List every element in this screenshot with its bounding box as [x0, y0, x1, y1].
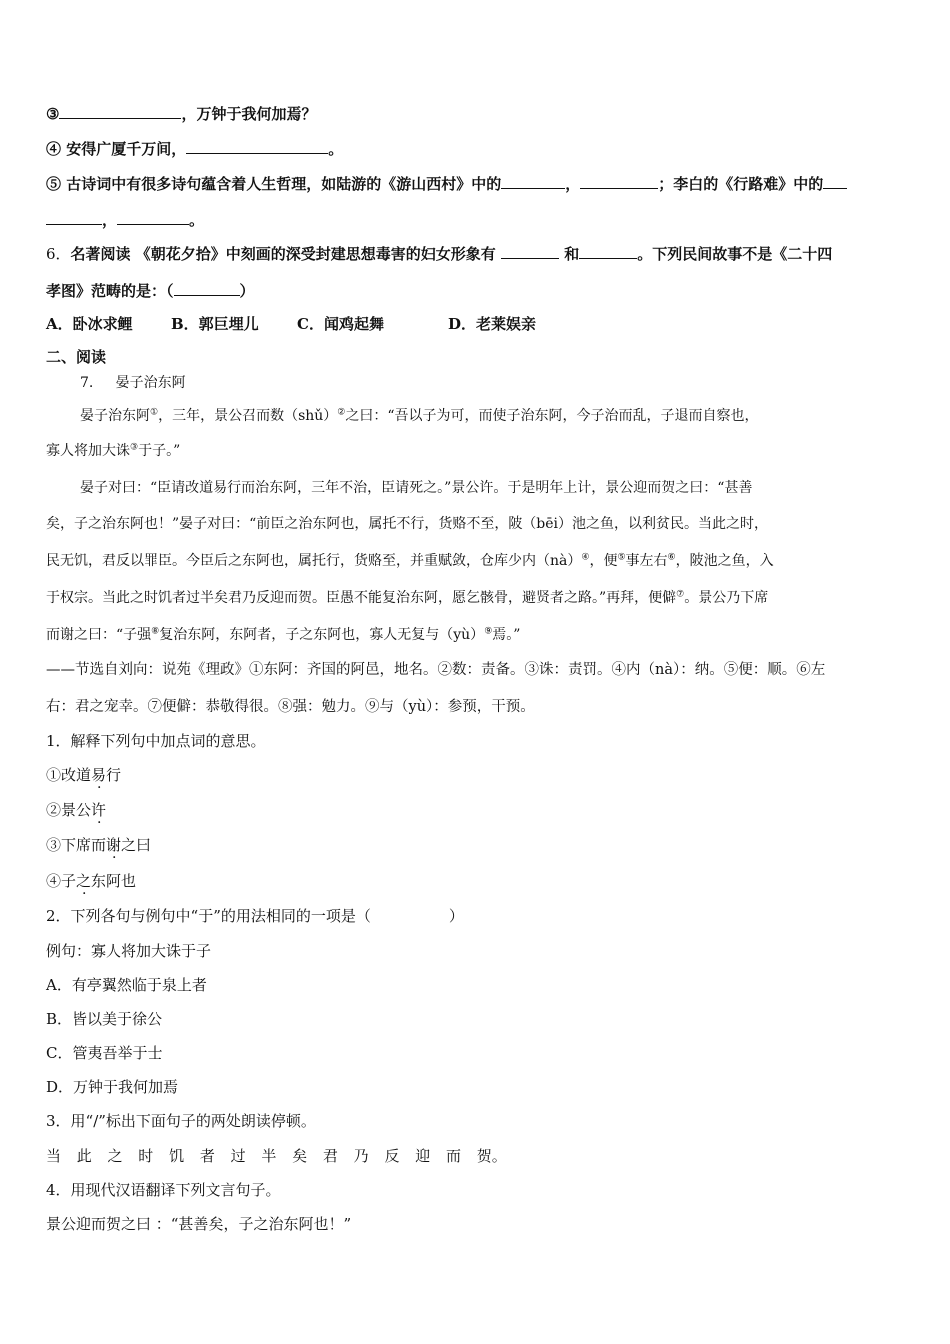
passage-text: 。景公乃下席 [684, 590, 769, 606]
sub4-sentence: 景公迎而贺之曰 ：“甚善矣，子之治东阿也！” [46, 1215, 352, 1233]
q6-option: A．卧冰求鲤 [46, 315, 133, 333]
passage-text: 晏子治东阿 [80, 408, 150, 424]
sub1-title: 1．解释下列句中加点词的意思。 [46, 732, 266, 750]
q5-blank[interactable] [580, 173, 658, 189]
q6-text: 名著阅读 《朝花夕拾》中刻画的深受封建思想毒害的妇女形象有 [70, 245, 501, 263]
q5-item-5-line2 [46, 209, 204, 230]
section-heading: 二、阅读 [46, 348, 107, 366]
passage-text: 于权宗。当此之时饥者过半矣君乃反迎而贺。臣愚不能复治东阿，愿乞骸骨，避贤者之路。”再拜，便僻 [46, 590, 677, 606]
passage-p2-line2: 矣，子之治东阿也！”晏子对曰：“前臣之治东阿也，属托不行，货赂不至，陂（bēi）池之鱼，以利贫民。当此之时， [46, 516, 769, 532]
dotted-word: 谢 [106, 836, 122, 854]
footnote-mark: ③ [130, 442, 139, 453]
sub2-option: D．万钟于我何加焉 [46, 1078, 179, 1096]
footnote-mark: ④ [581, 552, 590, 563]
q6-answer-blank[interactable] [174, 280, 240, 296]
passage-text: ，陂池之鱼，入 [675, 553, 774, 569]
q5-item-4 [46, 138, 343, 159]
passage-p2-line3 [46, 551, 774, 571]
dotted-word: 许 [91, 801, 107, 819]
sub2-title [46, 906, 464, 926]
q5-item-3-number: ③ [46, 105, 60, 123]
sub2-option: B．皆以美于徐公 [46, 1010, 163, 1028]
passage-text: 复治东阿，东阿者，子之东阿也，寡人无复与（yù） [159, 627, 485, 643]
sub1-item [46, 835, 151, 855]
q5-blank[interactable] [186, 138, 328, 154]
q6-number: 6． [46, 245, 71, 263]
footnote-mark: ① [150, 407, 159, 418]
item-text: 东阿也 [91, 872, 137, 890]
footnote-mark: ⑦ [676, 589, 685, 600]
item-text: 行 [106, 766, 122, 784]
q5-separator: ， [102, 211, 118, 229]
item-text: ③下席而 [46, 836, 107, 854]
q6-paren: ） [239, 282, 255, 300]
q5-item-5-line1 [46, 173, 847, 194]
dotted-word: 之 [76, 872, 92, 890]
q5-blank[interactable] [117, 209, 189, 225]
q5-item-4-text: ④ 安得广厦千万间， [46, 140, 187, 158]
q6-line2 [46, 280, 255, 301]
passage-text: ，便 [589, 553, 618, 569]
sub3-sentence: 当 此 之 时 饥 者 过 半 矣 君 乃 反 迎 而 贺。 [46, 1147, 507, 1165]
q5-item-3-text: ，万钟于我何加焉？ [181, 105, 317, 123]
q6-and: 和 [559, 245, 580, 263]
q6-text-2: 。下列民间故事不是《二十四 [637, 245, 833, 263]
q6-option: C．闻鸡起舞 [297, 315, 384, 333]
q5-separator: ， [565, 175, 581, 193]
passage-text: 民无饥，君反以罪臣。今臣后之东阿也，属托行，货赂至，并重赋敛，仓库少内（nà） [46, 553, 582, 569]
q5-item-4-end: 。 [328, 140, 344, 158]
q6-blank[interactable] [501, 243, 559, 259]
q6-option: B．郭巨埋儿 [171, 315, 259, 333]
notes-line2: 右：君之宠幸。⑦便僻：恭敬得很。⑧强：勉力。⑨与（yù）：参预，干预。 [46, 699, 535, 715]
sub3-title: 3．用“/”标出下面句子的两处朗读停顿。 [46, 1112, 316, 1130]
footnote-mark: ⑨ [484, 626, 493, 637]
item-text: 之曰 [121, 836, 152, 854]
passage-text: 之曰：“吾以子为可，而使子治东阿，今子治而乱，子退而自察也， [345, 408, 759, 424]
sub2-option: C．管夷吾举于士 [46, 1044, 163, 1062]
q6-options [46, 314, 536, 334]
sub1-item [46, 800, 106, 820]
q5-end: 。 [189, 211, 205, 229]
passage-p1-line1 [80, 406, 759, 426]
q5-item-5-text-2: ；李白的《行路难》中的 [658, 175, 824, 193]
dotted-word: 易 [91, 766, 107, 784]
q5-blank[interactable] [46, 209, 102, 225]
q6-text-3: 孝图》范畴的是：（ [46, 282, 174, 300]
passage-text: 焉。” [492, 627, 521, 643]
q6-blank[interactable] [579, 243, 637, 259]
footnote-mark: ② [337, 407, 346, 418]
footnote-mark: ⑤ [617, 552, 626, 563]
item-text: ④子 [46, 872, 77, 890]
passage-text: 而谢之曰：“子强 [46, 627, 152, 643]
passage-p2-line1: 晏子对曰：“臣请改道易行而治东阿，三年不治，臣请死之。”景公许。于是明年上计，景公迎而贺之曰：“甚善 [80, 480, 753, 496]
passage-text: 寡人将加大诛 [46, 443, 130, 459]
q6-line1 [46, 243, 832, 264]
footnote-mark: ⑧ [151, 626, 160, 637]
passage-p2-line4 [46, 588, 768, 608]
item-text: ②景公 [46, 801, 92, 819]
sub2-title-text: 2．下列各句与例句中“于”的用法相同的一项是（ [46, 907, 371, 925]
sub4-title: 4．用现代汉语翻译下列文言句子。 [46, 1181, 281, 1199]
q5-blank[interactable] [501, 173, 565, 189]
q5-item-3 [46, 103, 316, 124]
passage-text: ，三年，景公召而数（shǔ） [158, 408, 338, 424]
q5-blank[interactable] [59, 103, 181, 119]
q6-option: D．老莱娱亲 [448, 315, 537, 333]
q5-blank[interactable] [823, 173, 847, 189]
passage-p2-line5 [46, 625, 520, 645]
passage-p1-line2 [46, 441, 180, 461]
sub1-item [46, 765, 121, 785]
sub2-option: A．有亭翼然临于泉上者 [46, 976, 207, 994]
sub1-item [46, 871, 136, 891]
q5-item-5-text: ⑤ 古诗词中有很多诗句蕴含着人生哲理，如陆游的《游山西村》中的 [46, 175, 502, 193]
notes-line1: ——节选自刘向：说苑《理政》①东阿：齐国的阿邑，地名。②数：责备。③诛：责罚。④内（nà）：纳。⑤便：顺。⑥左 [46, 662, 826, 678]
passage-text: 于子。” [138, 443, 181, 459]
sub2-example: 例句：寡人将加大诛于子 [46, 942, 212, 960]
sub2-paren: ） [448, 907, 464, 925]
footnote-mark: ⑥ [667, 552, 676, 563]
passage-text: 事左右 [625, 553, 668, 569]
item-text: ①改道 [46, 766, 92, 784]
q7-heading: 7. 晏子治东阿 [80, 375, 186, 391]
